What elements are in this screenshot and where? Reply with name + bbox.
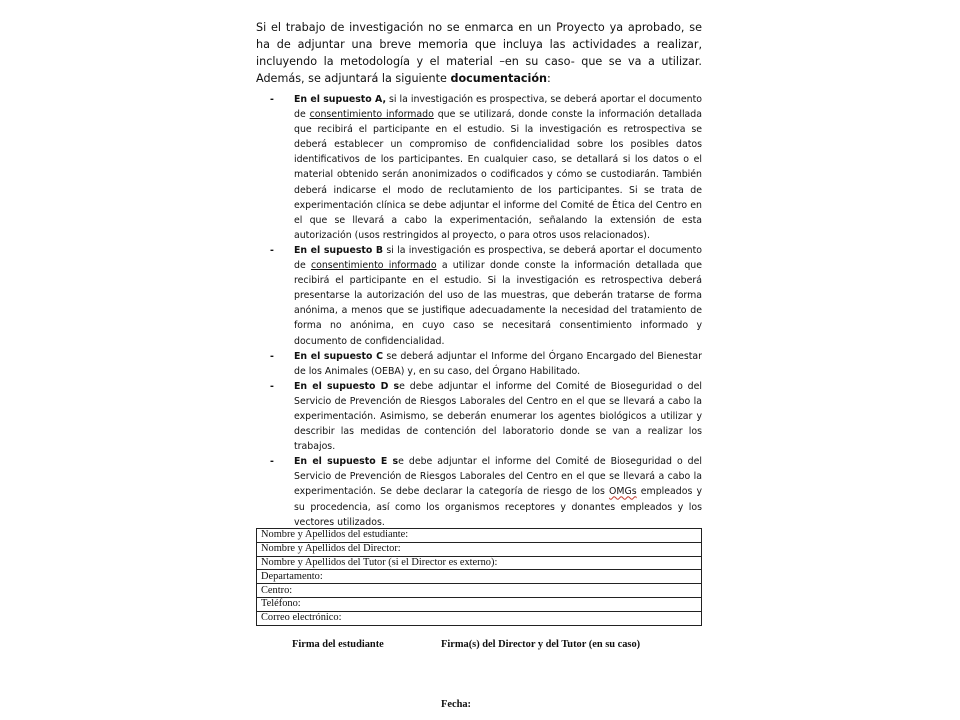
dash-bullet: - [270,94,274,105]
list-item-supuesto-a [270,92,702,243]
email-field[interactable]: Correo electrónico: [257,611,702,625]
item-text: e debe adjuntar el informe del Comité de Bioseguridad o del Servicio de Prevención de Riesgos Laborales del Centro en el que se llevará a cabo la experimentación. Se debe declarar la categoría de riesgo de los [294,456,702,498]
item-text: se deberá adjuntar el Informe del Órgano Encargado del Bienestar de los Animales (OEBA) y, en su caso, del Órgano Habilitado. [294,350,702,377]
table-row [257,597,702,611]
intro-bold-word: documentación [450,72,547,86]
item-text: a utilizar donde conste la información detallada que recibirá el participante en el estudio. Si la investigación es retrospectiva deberá presentarse la autorización del uso de las muestras, que deberán tratarse de forma anónima, a menos que se justifique adecuadamente la necesidad del tratamiento de forma no anónima, en cuyo caso se necesitará consentimiento informado y documento de confidencialidad. [294,260,702,347]
date-label: Fecha: [441,699,472,710]
student-signature-label: Firma del estudiante [292,639,384,650]
item-lead: En el supuesto C [294,350,383,362]
intro-colon: : [546,72,551,86]
table-row [257,584,702,598]
director-signature-label: Firma(s) del Director y del Tutor (en su caso) [441,639,641,650]
table-row [257,570,702,584]
item-lead: En el supuesto E s [294,456,399,468]
table-row [257,542,702,556]
item-underlined: consentimiento informado [310,260,437,272]
intro-paragraph [256,19,702,87]
dash-bullet: - [270,244,274,256]
center-field[interactable]: Centro: [257,584,702,598]
director-name-field[interactable]: Nombre y Apellidos del Director: [257,542,702,556]
phone-field[interactable]: Teléfono: [257,597,702,611]
item-underlined: consentimiento informado [309,109,434,121]
student-name-field[interactable]: Nombre y Apellidos del estudiante: [257,529,702,543]
item-text: si la investigación es prospectiva, se deberá aportar el documento de [294,244,702,272]
table-row [257,611,702,625]
item-text: si la investigación es prospectiva, se deberá aportar el documento de [294,94,702,121]
item-text: e debe adjuntar el informe del Comité de Bioseguridad o del Servicio de Prevención de Riesgos Laborales del Centro en el que se llevará a cabo la experimentación. Asimismo, se deberán enumerar los agentes biológicos a utilizar y describir las medidas de contención del laboratorio donde se van a realizar los trabajos. [294,380,702,453]
supuestos-list [270,92,702,530]
list-item-supuesto-b [270,243,702,349]
item-lead: En el supuesto B [294,244,384,256]
item-text: que se utilizará, donde conste la información detallada que recibirá el participante en el estudio. Si la investigación es retrospectiva se deberá establecer un compromiso de confidencialidad sobre los posibles datos identificativos de los participantes. En cualquier caso, se detallará si los datos o el material obtenido serán anonimizados o codificados y cómo se custodiarán. También deberá indicarse el modo de reclutamiento de los participantes. Si se trata de experimentación clínica se debe adjuntar el informe del Comité de Ética del Centro en el que se llevará a cabo la experimentación, señalando la extensión de esta autorización (usos restringidos al proyecto, o para otros usos relacionados). [294,109,702,241]
table-row [257,529,702,543]
dash-bullet: - [270,456,274,468]
table-row [257,556,702,570]
list-item-supuesto-d [270,379,702,454]
dash-bullet: - [270,350,274,362]
list-item-supuesto-c [270,349,702,379]
department-field[interactable]: Departamento: [257,570,702,584]
student-info-table [256,528,702,626]
dash-bullet: - [270,380,274,392]
tutor-name-field[interactable]: Nombre y Apellidos del Tutor (si el Director es externo): [257,556,702,570]
list-item-supuesto-e [270,454,702,529]
item-lead: En el supuesto D s [294,380,400,392]
item-text: empleados y su procedencia, así como los organismos receptores y donantes empleados y los vectores utilizados. [294,486,702,528]
item-spellcheck-word: OMGs [609,486,637,498]
intro-text: Si el trabajo de investigación no se enmarca en un Proyecto ya aprobado, se ha de adjuntar una breve memoria que incluya las actividades a realizar, incluyendo la metodología y el material –en su caso- que se va a utilizar. Además, se adjuntará la siguiente [256,21,702,86]
item-lead: En el supuesto A, [294,94,387,105]
